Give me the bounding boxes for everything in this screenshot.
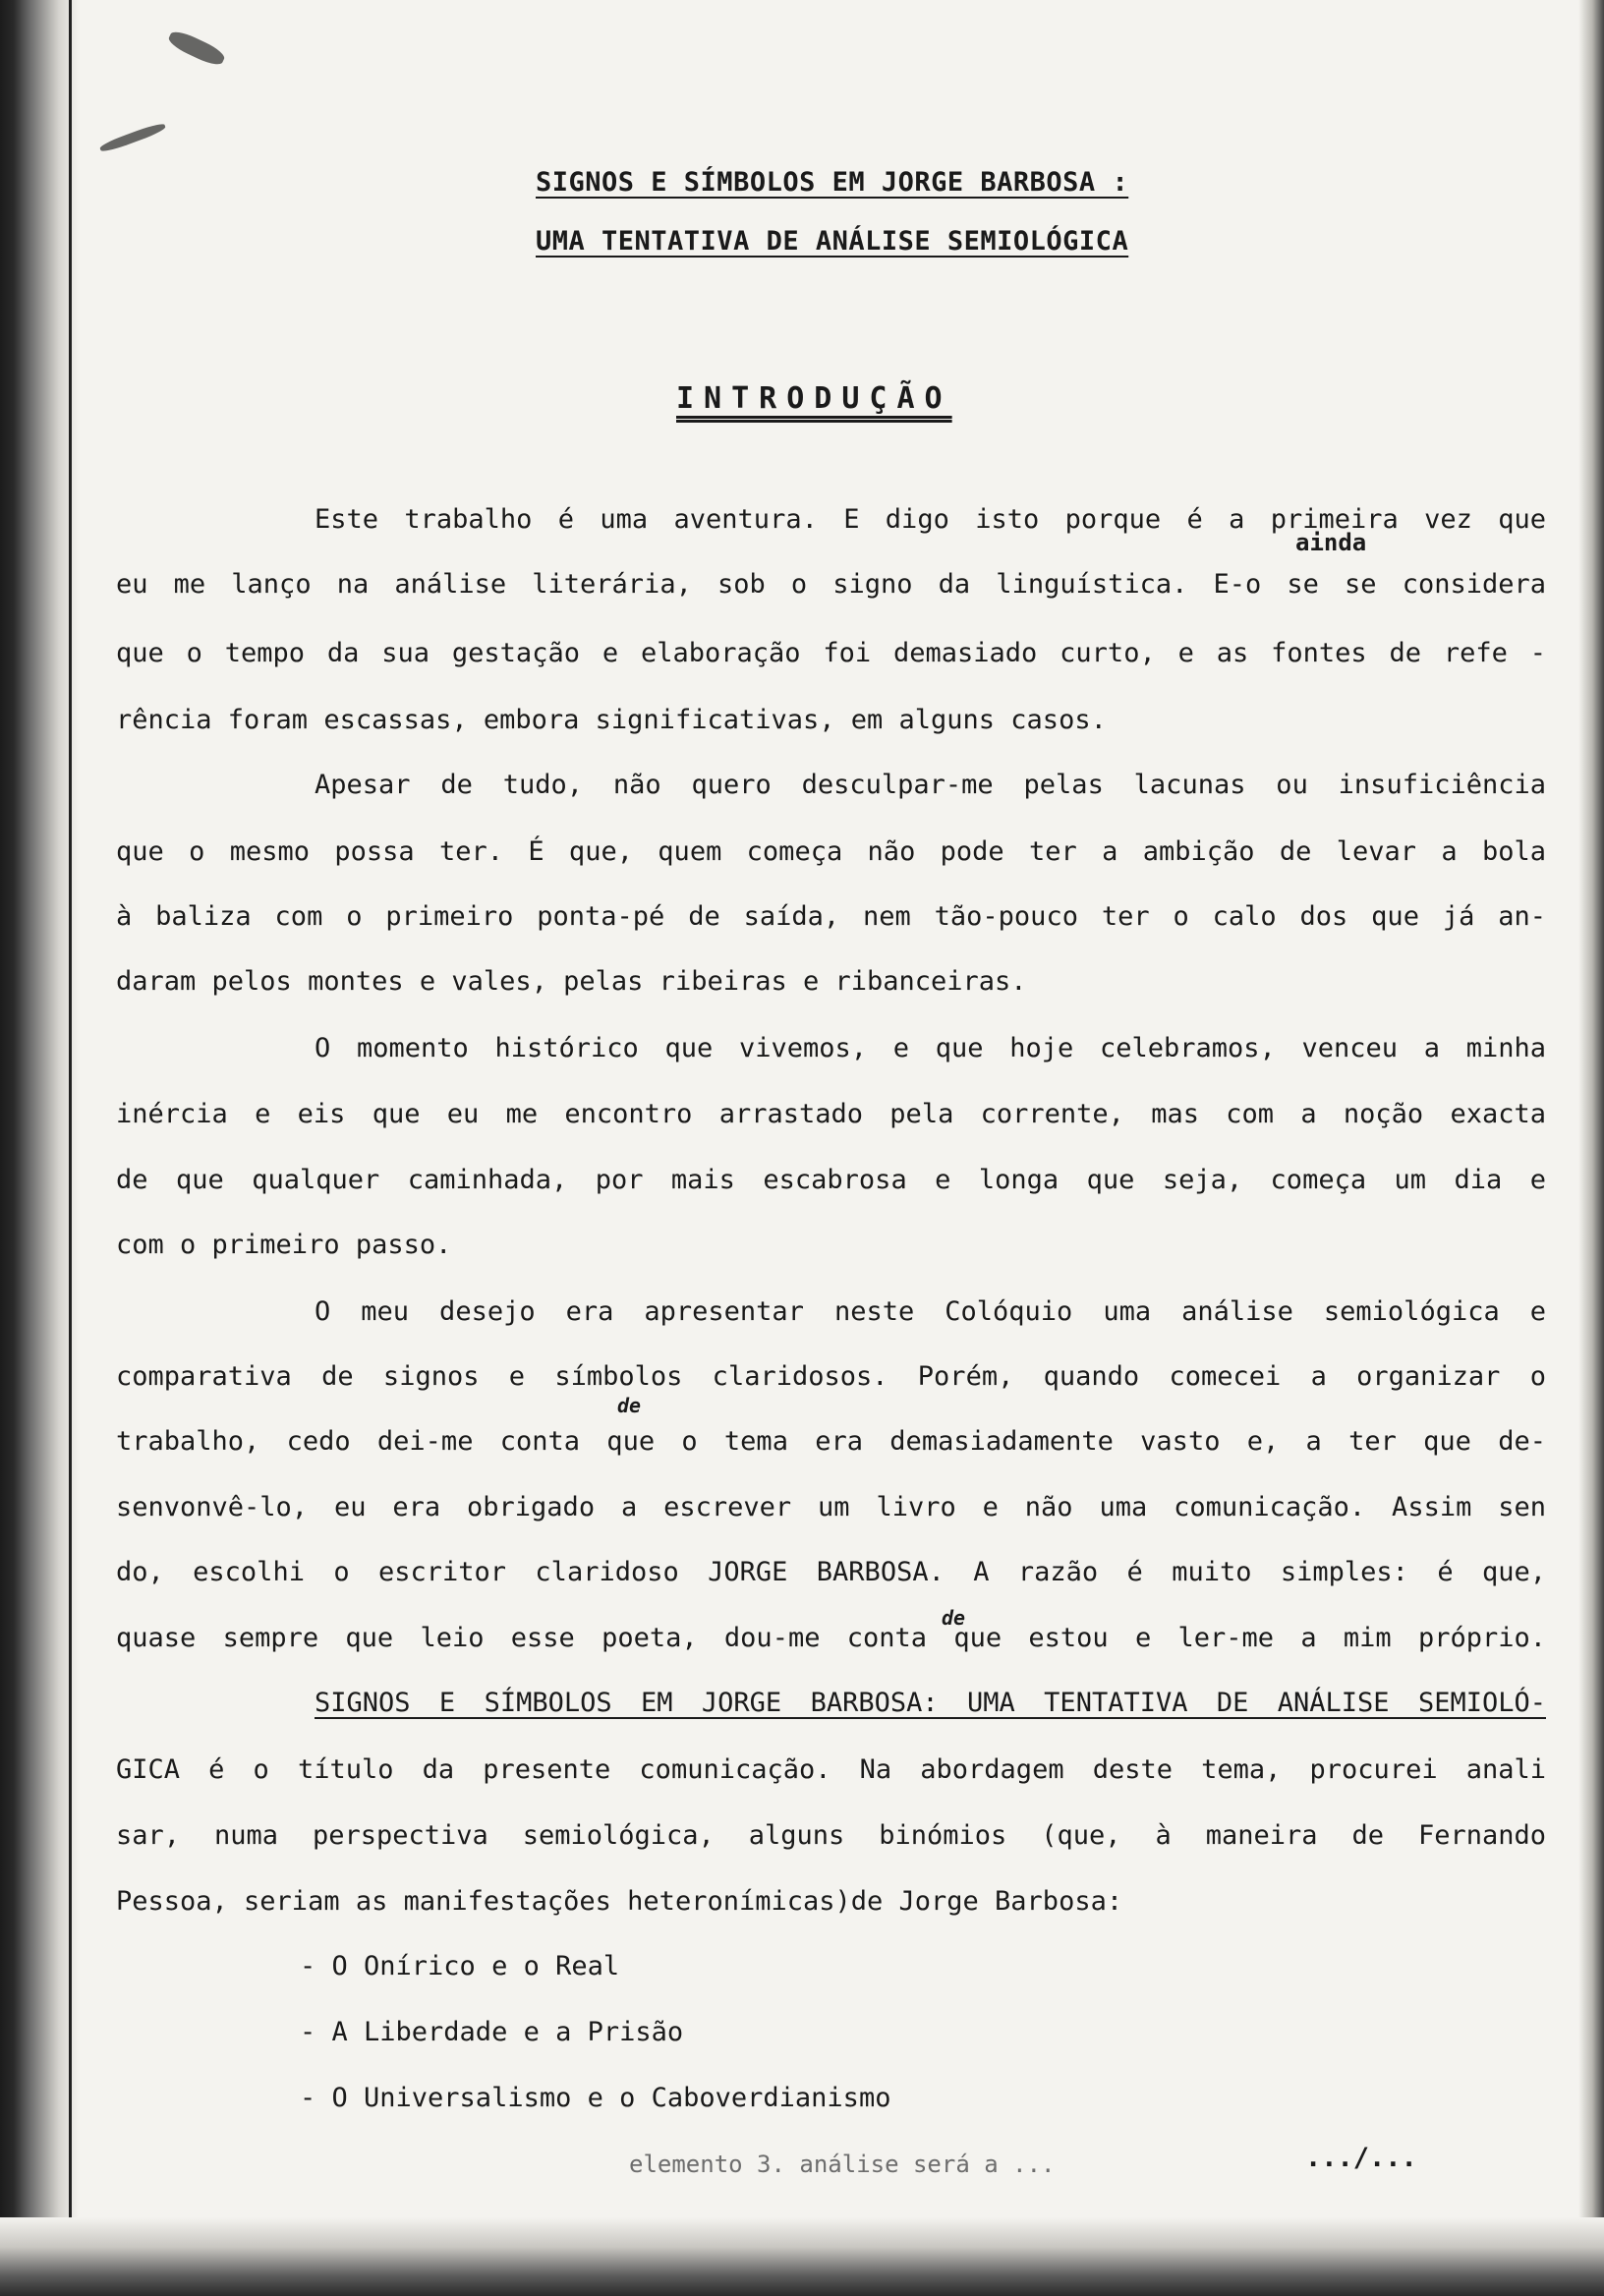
paragraph-line: GICA é o título da presente comunicação. Na abordagem deste tema, procurei anali bbox=[116, 1754, 1546, 1785]
binding-edge-shadow bbox=[0, 0, 79, 2296]
paragraph-line: comparativa de signos e símbolos claridosos. Porém, quando comecei a organizar o bbox=[116, 1361, 1546, 1392]
scan-smudge bbox=[98, 121, 166, 153]
paragraph-line: sar, numa perspectiva semiológica, alguns binómios (que, à maneira de Fernando bbox=[116, 1820, 1546, 1851]
paragraph-line: que o mesmo possa ter. É que, quem começa não pode ter a ambição de levar a bola bbox=[116, 836, 1546, 867]
paragraph-line-title-reference: SIGNOS E SÍMBOLOS EM JORGE BARBOSA: UMA TENTATIVA DE ANÁLISE SEMIOLÓ- bbox=[315, 1688, 1546, 1718]
paragraph-line: Este trabalho é uma aventura. E digo isto porque é a primeira vez que bbox=[315, 504, 1546, 535]
paragraph-line: eu me lanço na análise literária, sob o signo da linguística. E-o se se considera bbox=[116, 569, 1546, 600]
bottom-edge-shadow bbox=[0, 2217, 1604, 2296]
paragraph-line: trabalho, cedo dei-me conta que o tema era demasiadamente vasto e, a ter que de- bbox=[116, 1426, 1546, 1457]
paragraph-line: inércia e eis que eu me encontro arrastado pela corrente, mas com a noção exacta bbox=[116, 1099, 1546, 1129]
paragraph-line: do, escolhi o escritor claridoso JORGE BARBOSA. A razão é muito simples: é que, bbox=[116, 1557, 1546, 1587]
paragraph-line: à baliza com o primeiro ponta-pé de saída, nem tão-pouco ter o calo dos que já an- bbox=[116, 901, 1546, 932]
paragraph-line: quase sempre que leio esse poeta, dou-me conta que estou e ler-me a mim próprio. bbox=[116, 1623, 1546, 1653]
document-title-line-2: UMA TENTATIVA DE ANÁLISE SEMIOLÓGICA bbox=[536, 226, 1129, 257]
paragraph-line: O momento histórico que vivemos, e que hoje celebramos, venceu a minha bbox=[315, 1033, 1546, 1063]
document-title-line-1: SIGNOS E SÍMBOLOS EM JORGE BARBOSA : bbox=[536, 167, 1129, 198]
page-border-line bbox=[69, 0, 72, 2296]
faint-footer-text: elemento 3. análise será a ... bbox=[629, 2151, 1056, 2178]
list-item: - O Onírico e o Real bbox=[300, 1951, 620, 1981]
paragraph-line: com o primeiro passo. bbox=[116, 1230, 452, 1260]
list-item: - A Liberdade e a Prisão bbox=[300, 2017, 684, 2047]
list-item: - O Universalismo e o Caboverdianismo bbox=[300, 2083, 891, 2113]
paragraph-line: rência foram escassas, embora significativas, em alguns casos. bbox=[116, 705, 1107, 735]
paragraph-line: Pessoa, seriam as manifestações heteronímicas)de Jorge Barbosa: bbox=[116, 1886, 1123, 1917]
handwritten-insertion: ainda bbox=[1295, 529, 1367, 556]
right-edge-shadow bbox=[1578, 0, 1604, 2296]
paragraph-line: Apesar de tudo, não quero desculpar-me pelas lacunas ou insuficiência bbox=[315, 770, 1546, 800]
paragraph-line: senvonvê-lo, eu era obrigado a escrever um livro e não uma comunicação. Assim sen bbox=[116, 1492, 1546, 1522]
paragraph-line: daram pelos montes e vales, pelas ribeiras e ribanceiras. bbox=[116, 966, 1027, 997]
handwritten-insertion: de bbox=[617, 1394, 642, 1417]
paragraph-line: de que qualquer caminhada, por mais escabrosa e longa que seja, começa um dia e bbox=[116, 1165, 1546, 1195]
paragraph-line: O meu desejo era apresentar neste Colóquio uma análise semiológica e bbox=[315, 1296, 1546, 1327]
section-heading: INTRODUÇÃO bbox=[676, 381, 952, 416]
handwritten-insertion: de bbox=[942, 1606, 966, 1630]
page-continuation-mark: .../... bbox=[1305, 2143, 1417, 2173]
paragraph-line: que o tempo da sua gestação e elaboração foi demasiado curto, e as fontes de refe - bbox=[116, 638, 1546, 668]
scan-smudge bbox=[166, 28, 227, 69]
